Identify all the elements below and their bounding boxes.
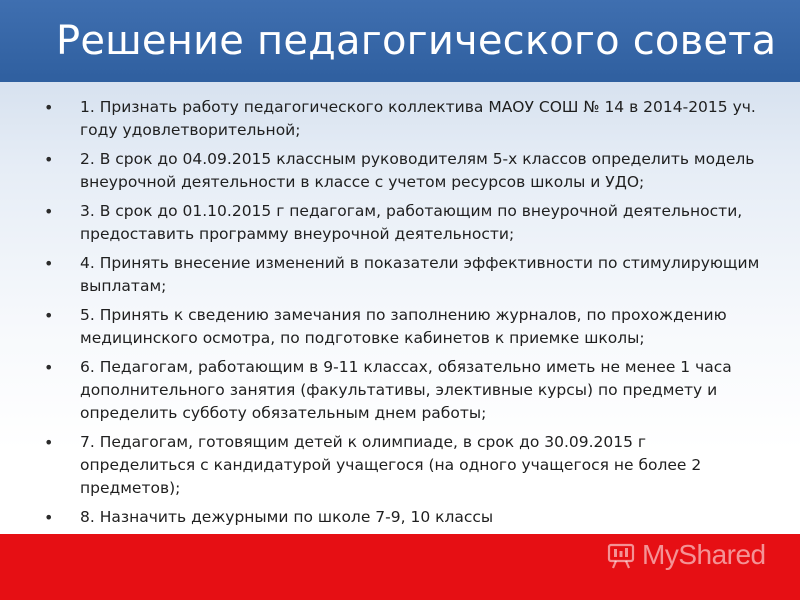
watermark-text: MyShared xyxy=(642,539,766,570)
list-item-text: 1. Признать работу педагогического коллектива МАОУ СОШ № 14 в 2014-2015 уч. году удовлетворительной; xyxy=(80,98,756,139)
bullet-icon: • xyxy=(44,202,54,221)
bullet-icon: • xyxy=(44,358,54,377)
list-item-text: 8. Назначить дежурными по школе 7-9, 10 классы xyxy=(80,508,494,526)
list-item-text: 3. В срок до 01.10.2015 г педагогам, работающим по внеурочной деятельности, предоставить программу внеурочной деятельности; xyxy=(80,202,743,243)
myshared-logo-icon xyxy=(606,540,636,570)
bullet-icon: • xyxy=(44,254,54,273)
list-item xyxy=(44,200,764,246)
list-item xyxy=(44,431,764,500)
list-item-text: 7. Педагогам, готовящим детей к олимпиаде, в срок до 30.09.2015 г определиться с кандидатурой учащегося (на одного учащегося не более 2 предметов); xyxy=(80,433,702,497)
list-item xyxy=(44,252,764,298)
list-item xyxy=(44,506,764,529)
myshared-watermark xyxy=(606,538,766,572)
bullet-icon: • xyxy=(44,150,54,169)
bullet-icon: • xyxy=(44,433,54,452)
list-item-text: 5. Принять к сведению замечания по заполнению журналов, по прохождению медицинского осмотра, по подготовке кабинетов к приемке школы; xyxy=(80,306,727,347)
list-item xyxy=(44,96,764,142)
list-item-text: 6. Педагогам, работающим в 9-11 классах, обязательно иметь не менее 1 часа дополнительного занятия (факультативы, элективные курсы) по предмету и определить субботу обязательным днем работы; xyxy=(80,358,732,422)
bullet-icon: • xyxy=(44,508,54,527)
list-item-text: 4. Принять внесение изменений в показатели эффективности по стимулирующим выплатам; xyxy=(80,254,760,295)
list-item xyxy=(44,356,764,425)
slide-title: Решение педагогического совета xyxy=(56,18,777,64)
list-item-text: 2. В срок до 04.09.2015 классным руководителям 5-х классов определить модель внеурочной деятельности в классе с учетом ресурсов школы и УДО; xyxy=(80,150,755,191)
decision-list xyxy=(44,96,764,535)
list-item xyxy=(44,304,764,350)
title-bar xyxy=(0,0,800,82)
list-item xyxy=(44,148,764,194)
bullet-icon: • xyxy=(44,306,54,325)
bullet-icon: • xyxy=(44,98,54,117)
